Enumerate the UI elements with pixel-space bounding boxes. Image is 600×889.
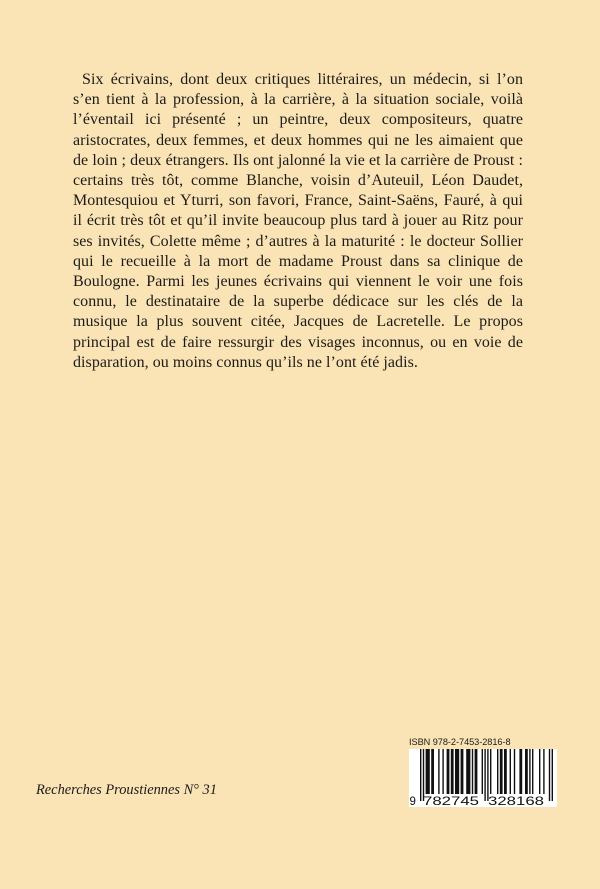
barcode-bar <box>472 749 473 794</box>
barcode-bar <box>461 749 464 794</box>
barcode-bar <box>442 749 443 794</box>
barcode-bar <box>426 749 430 794</box>
barcode-bar <box>504 749 507 794</box>
barcode-digits-right: 328168 <box>488 796 544 807</box>
barcode-bar <box>451 749 454 794</box>
barcode-bar <box>500 749 503 794</box>
barcode-bar <box>431 749 434 794</box>
barcode-bar <box>438 749 439 794</box>
back-cover-blurb: Six écrivains, dont deux critiques littéraires, un médecin, si l’on s’en tient à la profession, à la carrière, à la situation sociale, voilà l’éventail ici présenté ; un peintre, deux compositeurs, quatre aristocrates, deux femmes, et deux hommes qui ne les aimaient que de loin ; deux étrangers. Ils ont jalonné la vie et la carrière de Proust : certains très tôt, comme Blanche, voisin d’Auteuil, Léon Daudet, Montesquiou et Yturri, son favori, France, Saint-Saëns, Fauré, à qui il écrit très tôt et qu’il invite beaucoup plus tard à jouer au Ritz pour ses invités, Colette même ; d’autres à la maturité : le docteur Sollier qui le recueille à la mort de madame Proust dans sa clinique de Boulogne. Parmi les jeunes écrivains qui viennent le voir une fois connu, le destinataire de la superbe dédicace sur les clés de la musique la plus souvent citée, Jacques de Lacretelle. Le propos principal est de faire ressurgir des visages inconnus, ou en voie de disparation, ou moins connus qu’ils ne l’ont été jadis. <box>73 71 523 371</box>
barcode-bar <box>525 749 528 794</box>
series-title: Recherches Proustiennes N° 31 <box>36 782 217 798</box>
barcode-guard-bar <box>484 749 485 801</box>
barcode-digit-lead: 9 <box>409 796 416 807</box>
barcode-bar <box>482 749 483 794</box>
barcode-bar <box>466 749 470 794</box>
barcode-image <box>409 749 557 807</box>
barcode-bar <box>490 749 491 794</box>
barcode-bar <box>455 749 459 794</box>
barcode-bar <box>475 749 478 794</box>
barcode-bar <box>532 749 533 794</box>
isbn-barcode <box>409 737 557 809</box>
barcode-guard-bar <box>420 749 421 801</box>
barcode-guard-bar <box>549 749 550 801</box>
barcode-bar <box>543 749 544 794</box>
barcode-guard-bar <box>487 749 488 801</box>
barcode-bar <box>447 749 450 794</box>
barcode-bar <box>529 749 530 794</box>
barcode-guard-bar <box>423 749 424 801</box>
barcode-bar <box>497 749 498 794</box>
barcode-guard-bar <box>552 749 553 801</box>
barcode-bar <box>539 749 540 794</box>
barcode-bar <box>510 749 511 794</box>
barcode-digits-left: 782745 <box>423 796 479 807</box>
barcode-bar <box>519 749 522 794</box>
barcode-bar <box>514 749 515 794</box>
isbn-label: ISBN 978-2-7453-2816-8 <box>409 737 511 747</box>
